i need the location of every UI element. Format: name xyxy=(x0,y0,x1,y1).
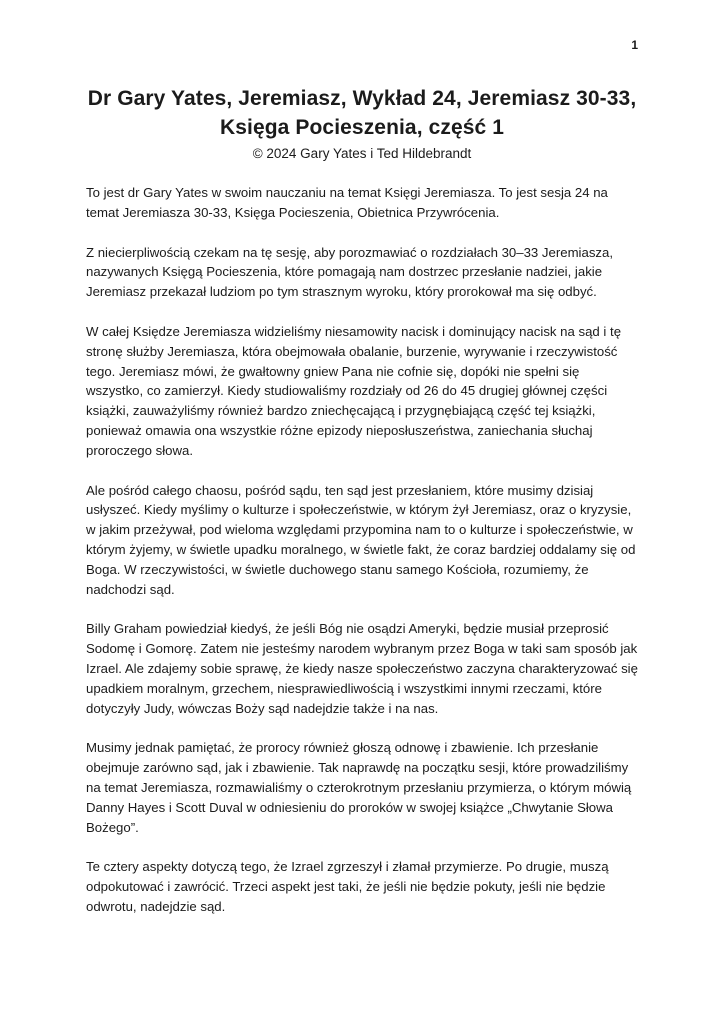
paragraph-4: Ale pośród całego chaosu, pośród sądu, ten sąd jest przesłaniem, które musimy dzisiaj usłyszeć. Kiedy myślimy o kulturze i społeczeństwie, w którym żył Jeremiasz, oraz o kryzysie, w jakim przeżywał, pod wieloma względami przypomina nam to o kulturze i społeczeństwie, w którym żyjemy, w świetle upadku moralnego, w świetle fakt, że coraz bardziej oddalamy się od Boga. W rzeczywistości, w świetle duchowego stanu samego Kościoła, rozumiemy, że nadchodzi sąd. xyxy=(86,482,636,597)
document-title xyxy=(0,0,724,142)
paragraph-2: Z niecierpliwością czekam na tę sesję, aby porozmawiać o rozdziałach 30–33 Jeremiasza, nazywanych Księgą Pocieszenia, które pomagają nam dostrzec przesłanie nadziei, jakie Jeremiasz przekazał ludziom po tym strasznym wyroku, który prorokował ma się odbyć. xyxy=(86,244,614,300)
copyright-line: © 2024 Gary Yates i Ted Hildebrandt xyxy=(252,146,472,161)
paragraph-6: Musimy jednak pamiętać, że prorocy również głoszą odnowę i zbawienie. Ich przesłanie obejmuje zarówno sąd, jak i zbawienie. Tak naprawdę na początku sesji, które prowadziliśmy na temat Jeremiasza, rozmawialiśmy o czterokrotnym przesłaniu przymierza, o którym mówią Danny Hayes i Scott Duval w odniesieniu do proroków w swojej książce „Chwytanie Słowa Bożego”. xyxy=(86,740,632,835)
document-body xyxy=(86,183,639,917)
paragraph-5: Billy Graham powiedział kiedyś, że jeśli Bóg nie osądzi Ameryki, będzie musiał przeprosić Sodomę i Gomorę. Zatem nie jesteśmy narodem wybranym przez Boga w taki sam sposób jak Izrael. Ale zdajemy sobie sprawę, że kiedy nasze społeczeństwo zaczyna charakteryzować się upadkiem moralnym, grzechem, niesprawiedliwością i wszystkimi innymi rzeczami, które dotyczyły Judy, wówczas Boży sąd nadejdzie także i na nas. xyxy=(86,621,638,716)
title-line-2: Księga Pocieszenia, część 1 xyxy=(219,116,505,139)
paragraph-7: Te cztery aspekty dotyczą tego, że Izrael zgrzeszył i złamał przymierze. Po drugie, muszą odpokutować i zawrócić. Trzeci aspekt jest taki, że jeśli nie będzie pokuty, jeśli nie będzie odwrotu, nadejdzie sąd. xyxy=(86,859,609,914)
paragraph-3: W całej Księdze Jeremiasza widzieliśmy niesamowity nacisk i dominujący nacisk na sąd i tę stronę służby Jeremiasza, która obejmowała obalanie, burzenie, wyrywanie i rzeczywistość tego. Jeremiasz mówi, że gwałtowny gniew Pana nie cofnie się, dopóki nie spełni się wszystko, co zamierzył. Kiedy studiowaliśmy rozdziały od 26 do 45 drugiej głównej części książki, zauważyliśmy również bardzo zniechęcającą i przygnębiającą część tej książki, ponieważ omawia ona wszystkie różne epizody nieposłuszeństwa, zaniechania słuchaj proroczego słowa. xyxy=(86,323,622,458)
page-number: 1 xyxy=(631,38,638,52)
paragraph-1: To jest dr Gary Yates w swoim nauczaniu na temat Księgi Jeremiasza. To jest sesja 24 na temat Jeremiasza 30-33, Księga Pocieszenia, Obietnica Przywrócenia. xyxy=(86,185,608,220)
title-line-1: Dr Gary Yates, Jeremiasz, Wykład 24, Jeremiasz 30-33, xyxy=(87,87,637,110)
